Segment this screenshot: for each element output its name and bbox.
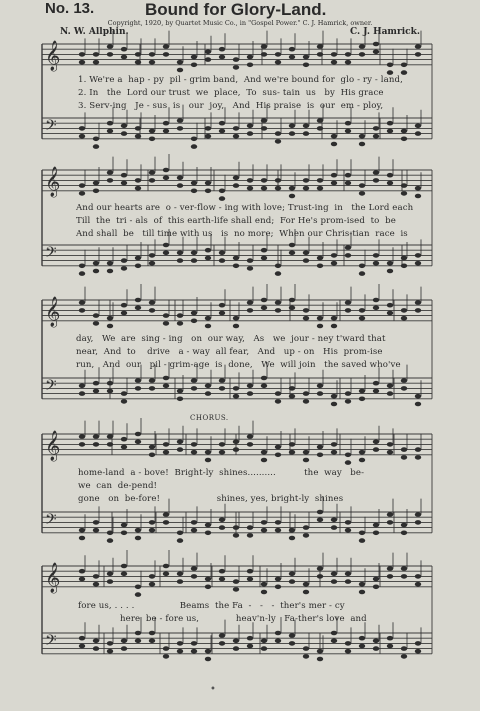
svg-text:𝄞: 𝄞 [45,41,61,71]
svg-text:𝄞: 𝄞 [45,431,61,461]
verse3-line1: 3. Serv-ing Je - sus is our joy, And His praise is our em - ploy, [78,101,384,111]
hymn-number: No. 13. [45,0,95,17]
page-dot-ornament: • [210,684,216,695]
chorus-line3: gone on be-fore! shines, yes, bright-ly shines [78,494,344,504]
svg-text:𝄢: 𝄢 [45,632,57,653]
verse1-line3: day, We are sing - ing on our way, As we jour - ney t'ward that [76,334,386,344]
svg-text:𝄢: 𝄢 [45,377,57,398]
chorus-line5: here be - fore us, heav'n-ly Fa-ther's love and [120,614,367,624]
chorus-label: CHORUS. [190,414,229,422]
verse2-line3: near, And to drive a - way all fear, And up - on His prom-ise [76,347,383,357]
verse2-line1: 2. In the Lord our trust we place, To sus- tain us by His grace [78,88,384,98]
verse2-line2: Till the tri - als of this earth-life shall end; For He's prom-ised to be [76,216,396,226]
svg-text:𝄞: 𝄞 [45,563,61,593]
chorus-line1: home-land a - bove! Bright-ly shines.......... the way be- [78,468,365,478]
verse3-line3: run, And our pil - grim-age is done, We will join the saved who've [76,360,401,370]
lyricist-credit: N. W. Allphin. [60,27,129,37]
svg-text:𝄞: 𝄞 [45,167,61,197]
svg-text:𝄞: 𝄞 [45,297,61,327]
hymn-title: Bound for Glory-Land. [145,0,327,19]
copyright-notice: Copyright, 1920, by Quartet Music Co., in "Gospel Power." C. J. Hamrick, owner. [107,19,373,27]
verse1-line1: 1. We're a hap - py pil - grim band, And we're bound for glo - ry - land, [78,75,403,85]
verse3-line2: And shall be till time with us is no more; When our Chris-tian race is [76,229,408,239]
svg-text:𝄢: 𝄢 [45,244,57,265]
svg-text:𝄢: 𝄢 [45,511,57,532]
chorus-line2: we can de-pend! [78,481,158,491]
chorus-line4: fore us, . . . . Beams the Fa - - - ther's mer - cy [78,601,345,611]
verse1-line2: And our hearts are o - ver-flow - ing with love; Trust-ing in the Lord each [76,203,414,213]
svg-text:𝄢: 𝄢 [45,117,57,138]
composer-credit: C. J. Hamrick. [350,27,420,37]
